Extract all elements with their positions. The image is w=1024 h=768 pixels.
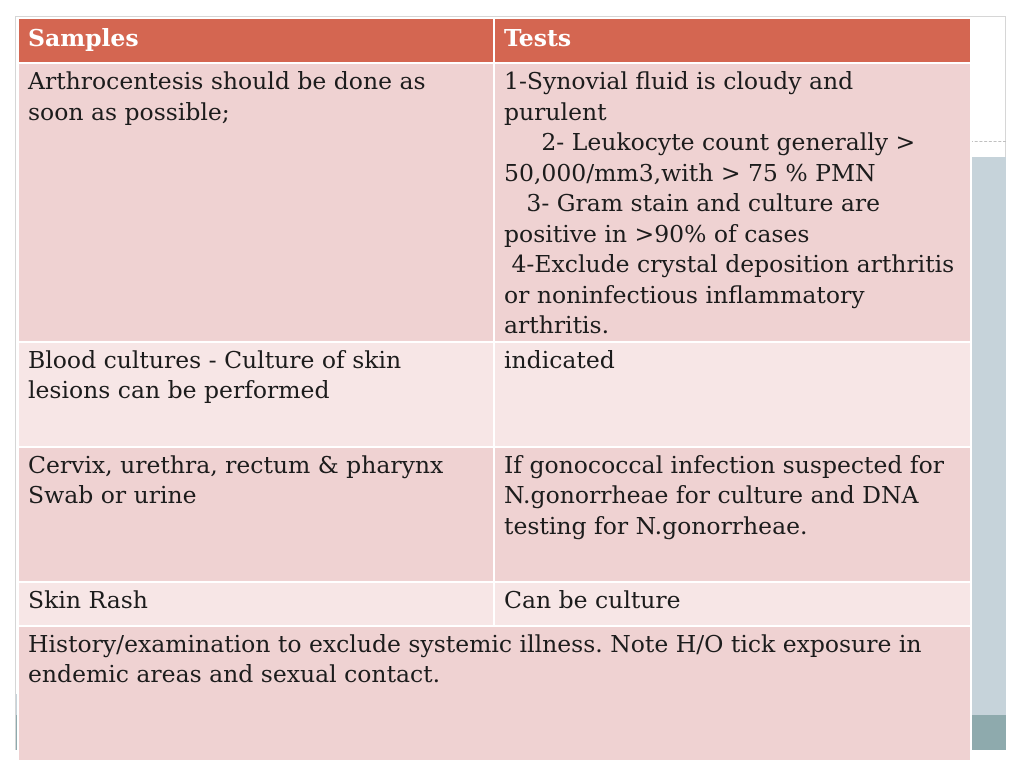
sample-cell: Skin Rash [18, 582, 494, 626]
decorative-dashed-line [970, 141, 1006, 142]
sample-cell: Blood cultures - Culture of skin lesions can be performed [18, 342, 494, 447]
sample-cell: Arthrocentesis should be done as soon as possible; [18, 63, 494, 342]
test-cell: indicated [494, 342, 971, 447]
test-cell: If gonococcal infection suspected for N.gonorrheae for culture and DNA testing for N.gonorrheae. [494, 447, 971, 582]
side-accent-band [970, 157, 1006, 715]
table-row [18, 63, 971, 342]
test-cell: Can be culture [494, 582, 971, 626]
header-tests: Tests [494, 18, 971, 63]
table-footer-row [18, 626, 971, 761]
footer-note-cell: History/examination to exclude systemic illness. Note H/O tick exposure in endemic areas and sexual contact. [18, 626, 971, 761]
samples-tests-table [17, 17, 972, 762]
table-header-row [18, 18, 971, 63]
table-row [18, 342, 971, 447]
header-samples: Samples [18, 18, 494, 63]
sample-cell: Cervix, urethra, rectum & pharynx Swab or urine [18, 447, 494, 582]
test-cell: 1-Synovial fluid is cloudy and purulent 2- Leukocyte count generally > 50,000/mm3,with > 75 % PMN 3- Gram stain and culture are positive in >90% of cases 4-Exclude crystal deposition arthritis or noninfectious inflammatory arthritis. [494, 63, 971, 342]
table-row [18, 447, 971, 582]
table-row [18, 582, 971, 626]
